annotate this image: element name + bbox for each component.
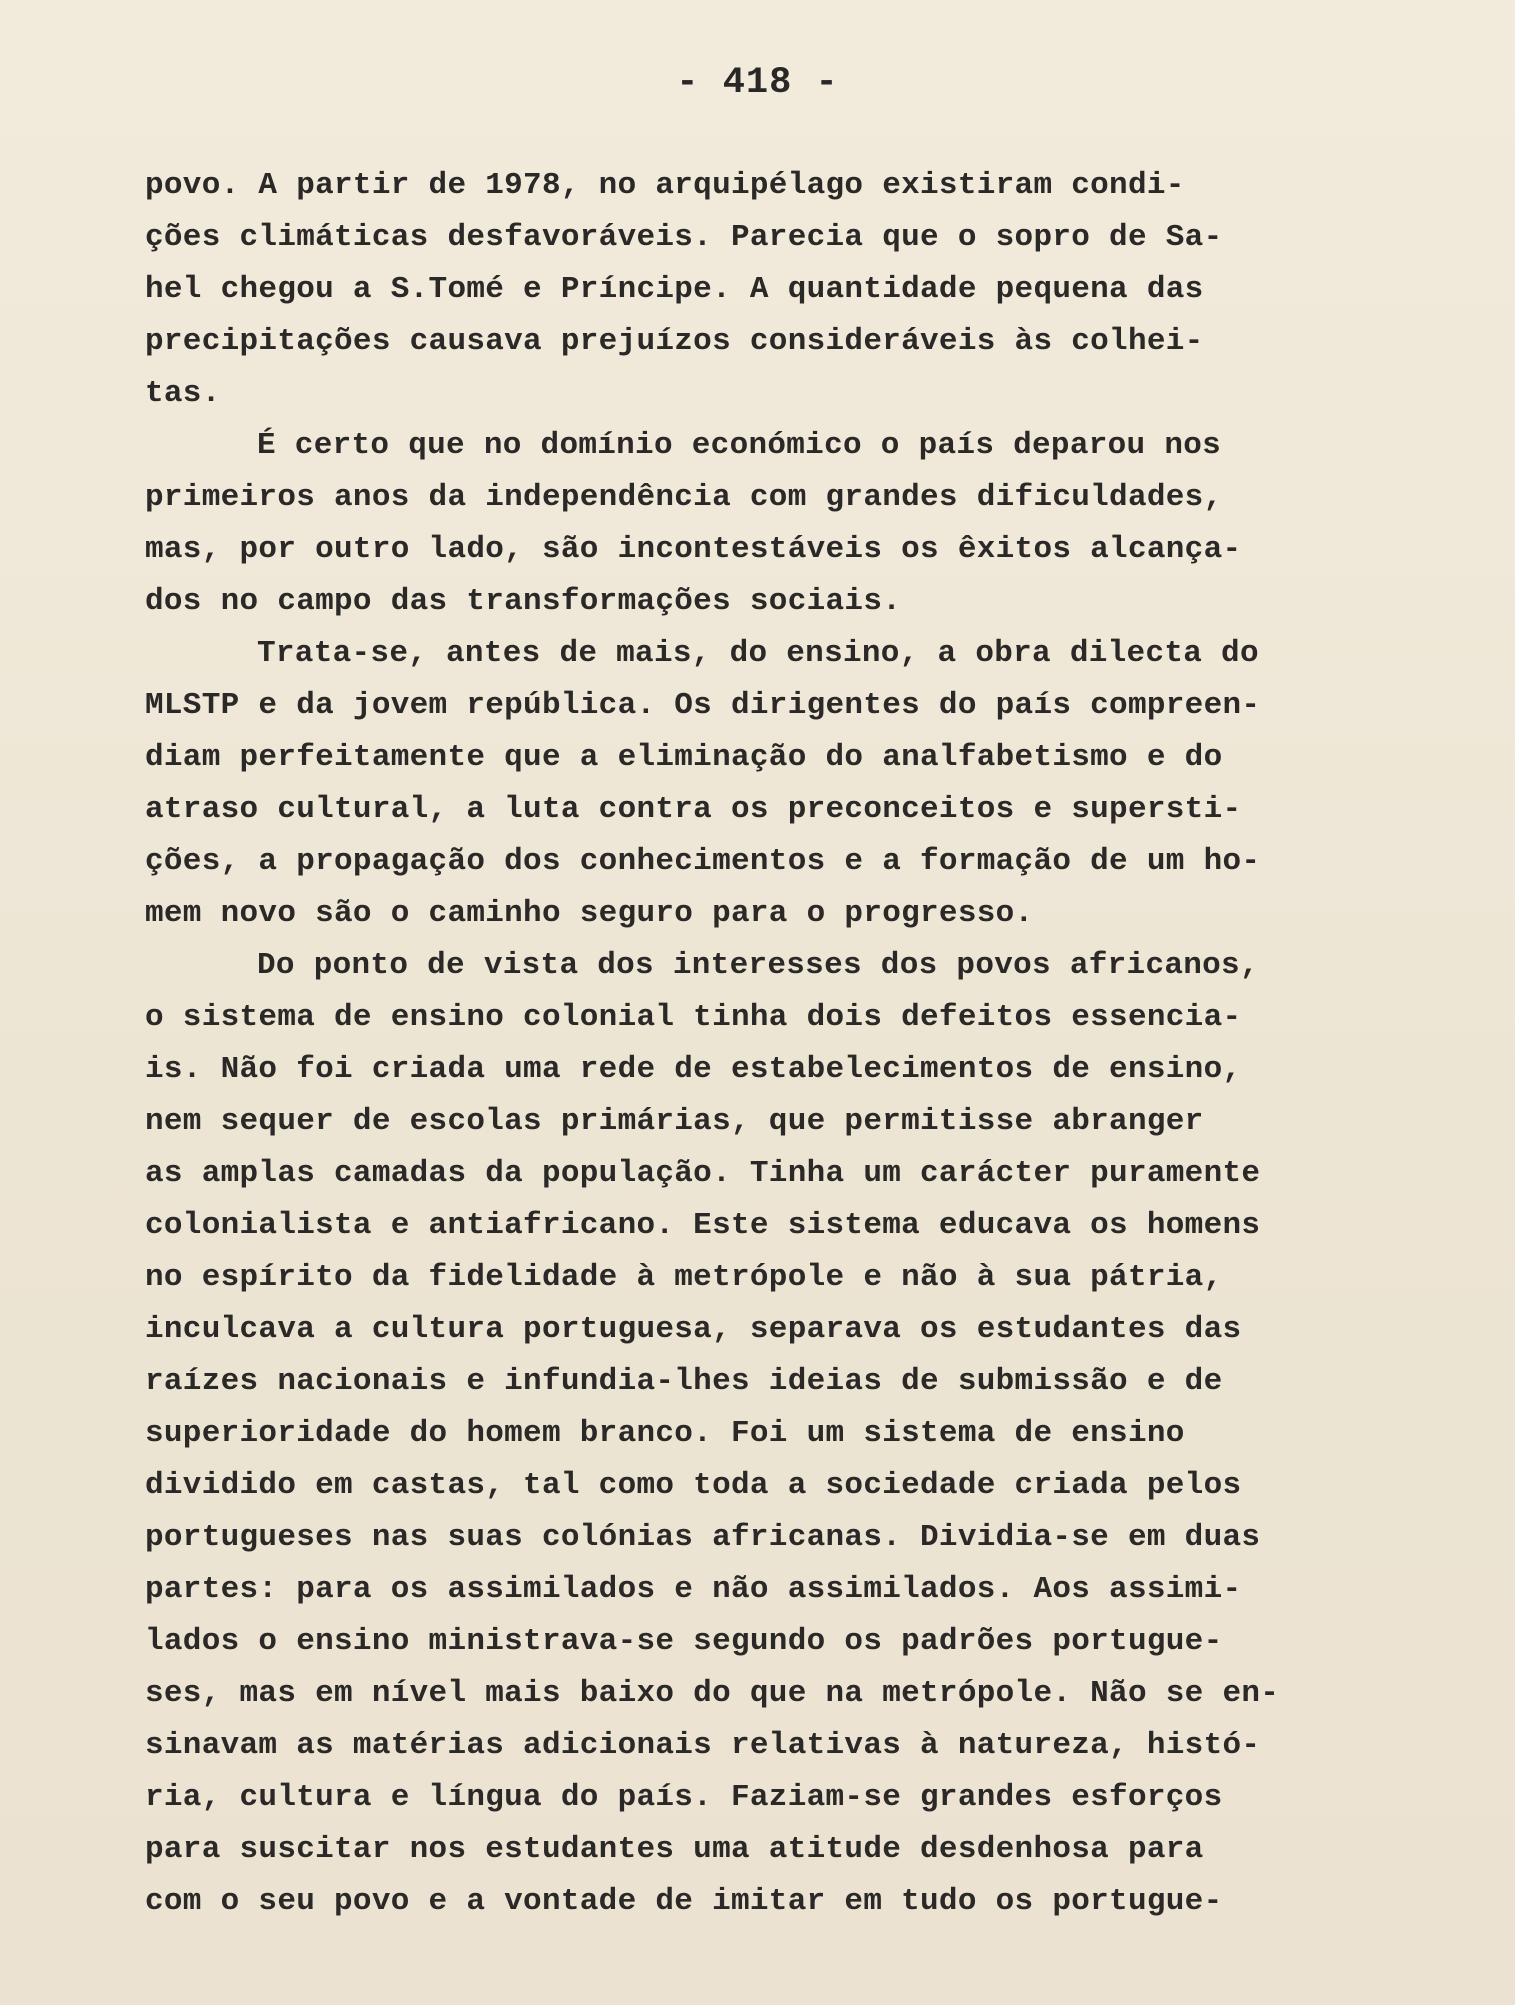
text-line: colonialista e antiafricano. Este sistema educava os homens [145, 1208, 1261, 1243]
text-line: precipitações causava prejuízos consideráveis às colhei- [145, 324, 1204, 359]
text-line: ria, cultura e língua do país. Faziam-se grandes esforços [145, 1780, 1223, 1815]
text-line: diam perfeitamente que a eliminação do analfabetismo e do [145, 740, 1223, 775]
text-line: mas, por outro lado, são incontestáveis os êxitos alcança- [145, 532, 1242, 567]
text-line: dos no campo das transformações sociais. [145, 584, 902, 619]
text-line: is. Não foi criada uma rede de estabelecimentos de ensino, [145, 1052, 1242, 1087]
text-line: lados o ensino ministrava-se segundo os padrões portugue- [145, 1624, 1223, 1659]
text-line: Do ponto de vista dos interesses dos povos africanos, [257, 948, 1259, 983]
text-line: ções, a propagação dos conhecimentos e a formação de um ho- [145, 844, 1261, 879]
text-line: com o seu povo e a vontade de imitar em tudo os portugue- [145, 1884, 1223, 1919]
text-line: raízes nacionais e infundia-lhes ideias de submissão e de [145, 1364, 1223, 1399]
text-line: no espírito da fidelidade à metrópole e não à sua pátria, [145, 1260, 1223, 1295]
text-line: portugueses nas suas colónias africanas. Dividia-se em duas [145, 1520, 1261, 1555]
text-line: ses, mas em nível mais baixo do que na metrópole. Não se en- [145, 1676, 1280, 1711]
text-line: tas. [145, 376, 221, 411]
text-line: Trata-se, antes de mais, do ensino, a obra dilecta do [257, 636, 1259, 671]
text-line: mem novo são o caminho seguro para o progresso. [145, 896, 1034, 931]
text-line: primeiros anos da independência com grandes dificuldades, [145, 480, 1223, 515]
text-line: dividido em castas, tal como toda a sociedade criada pelos [145, 1468, 1242, 1503]
text-line: povo. A partir de 1978, no arquipélago existiram condi- [145, 168, 1185, 203]
text-line: para suscitar nos estudantes uma atitude desdenhosa para [145, 1832, 1204, 1867]
text-line: inculcava a cultura portuguesa, separava os estudantes das [145, 1312, 1242, 1347]
text-line: É certo que no domínio económico o país deparou nos [257, 428, 1222, 463]
text-line: as amplas camadas da população. Tinha um carácter puramente [145, 1156, 1261, 1191]
text-line: partes: para os assimilados e não assimilados. Aos assimi- [145, 1572, 1242, 1607]
text-line: ções climáticas desfavoráveis. Parecia que o sopro de Sa- [145, 220, 1223, 255]
text-line: MLSTP e da jovem república. Os dirigentes do país compreen- [145, 688, 1261, 723]
text-line: atraso cultural, a luta contra os preconceitos e supersti- [145, 792, 1242, 827]
text-line: superioridade do homem branco. Foi um sistema de ensino [145, 1416, 1185, 1451]
text-line: o sistema de ensino colonial tinha dois defeitos essencia- [145, 1000, 1242, 1035]
text-line: hel chegou a S.Tomé e Príncipe. A quantidade pequena das [145, 272, 1204, 307]
text-line: sinavam as matérias adicionais relativas à natureza, histó- [145, 1728, 1261, 1763]
page-number: - 418 - [676, 62, 839, 104]
text-line: nem sequer de escolas primárias, que permitisse abranger [145, 1104, 1204, 1139]
body-text [145, 160, 1435, 1928]
